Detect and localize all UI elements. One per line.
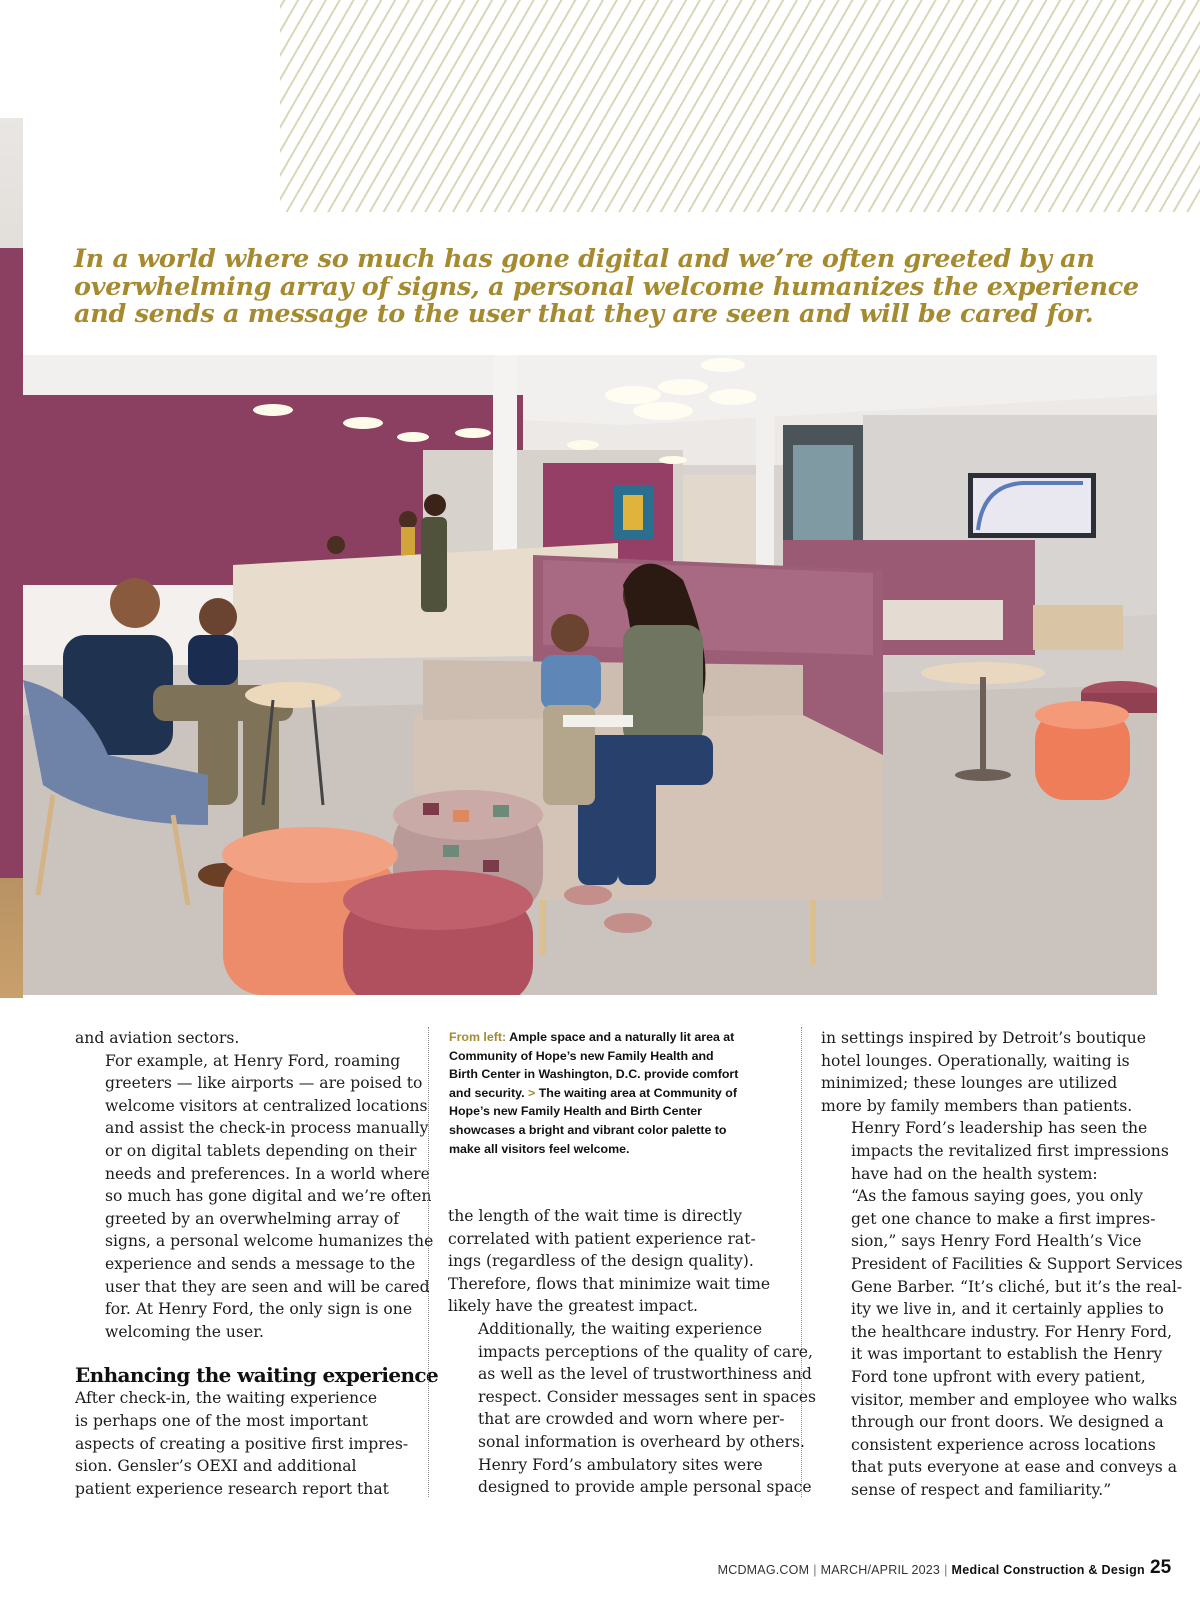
- text-line: greeters — like airports — are poised to: [105, 1074, 423, 1093]
- caption-text: The waiting area at Community of: [538, 1085, 737, 1100]
- text-line: in settings inspired by Detroit’s boutique: [821, 1029, 1147, 1047]
- text-line: Henry Ford’s leadership has seen the: [851, 1119, 1148, 1138]
- text-line: user that they are seen and will be cared: [105, 1277, 430, 1296]
- column-divider: [801, 1027, 802, 1497]
- pull-quote-line: In a world where so much has gone digital and we’re often greeted by an: [74, 244, 1095, 274]
- section-heading: Enhancing the waiting experience: [75, 1363, 439, 1388]
- text-line: likely have the greatest impact.: [448, 1297, 698, 1316]
- text-line: Henry Ford’s ambulatory sites were: [478, 1455, 763, 1474]
- column-divider: [428, 1027, 429, 1497]
- body-column-3: [821, 1027, 1183, 1501]
- text-line: ity we live in, and it certainly applies to: [851, 1300, 1164, 1319]
- caption-line: Community of Hope’s new Family Health and: [449, 1048, 714, 1063]
- text-line: For example, at Henry Ford, roaming: [105, 1051, 401, 1070]
- page-footer: [0, 1563, 1145, 1577]
- text-line: sion. Gensler’s OEXI and additional: [75, 1457, 357, 1476]
- footer-issue: MARCH/APRIL 2023: [820, 1563, 941, 1577]
- text-line: patient experience research report that: [75, 1479, 389, 1498]
- caption-text: and security.: [449, 1085, 525, 1100]
- paragraph: [448, 1318, 816, 1454]
- text-line: greeted by an overwhelming array of: [105, 1209, 400, 1228]
- text-line: for. At Henry Ford, the only sign is one: [105, 1300, 413, 1319]
- text-line: through our front doors. We designed a: [851, 1413, 1164, 1432]
- text-line: or on digital tablets depending on their: [105, 1141, 417, 1160]
- text-line: so much has gone digital and we’re often: [105, 1187, 432, 1206]
- pull-quote: [74, 246, 1154, 329]
- pull-quote-line: and sends a message to the user that they are seen and will be cared for.: [74, 299, 1094, 329]
- caption-lead: From left:: [449, 1030, 507, 1044]
- footer-publication: Medical Construction & Design: [951, 1563, 1145, 1577]
- body-column-1: [75, 1027, 439, 1500]
- text-line: Ford tone upfront with every patient,: [851, 1367, 1146, 1386]
- previous-photo-edge: [0, 118, 23, 998]
- caption-line: Hope’s new Family Health and Birth Center: [449, 1104, 702, 1119]
- text-line: needs and preferences. In a world where: [105, 1164, 430, 1183]
- text-line: correlated with patient experience rat-: [448, 1229, 756, 1248]
- text-line: consistent experience across locations: [851, 1435, 1156, 1454]
- text-line: the length of the wait time is directly: [448, 1207, 743, 1225]
- text-line: Therefore, flows that minimize wait time: [448, 1274, 771, 1293]
- caption-line: [449, 1084, 787, 1103]
- text-line: sion,” says Henry Ford Health’s Vice: [851, 1232, 1142, 1251]
- caption-line: Birth Center in Washington, D.C. provide comfort: [449, 1067, 739, 1082]
- text-line: Additionally, the waiting experience: [478, 1319, 763, 1338]
- body-column-2: [448, 1205, 816, 1499]
- caption-line: showcases a bright and vibrant color palette to: [449, 1122, 727, 1137]
- text-line: President of Facilities & Support Services: [851, 1254, 1183, 1273]
- text-line: signs, a personal welcome humanizes the: [105, 1232, 434, 1251]
- text-line: sonal information is overheard by others.: [478, 1432, 805, 1451]
- paragraph: [448, 1454, 812, 1499]
- paragraph: [821, 1185, 1183, 1501]
- caption-line: make all visitors feel welcome.: [449, 1141, 630, 1156]
- footer-separator: |: [813, 1563, 817, 1577]
- text-line: experience and sends a message to the: [105, 1254, 416, 1273]
- pull-quote-line: overwhelming array of signs, a personal welcome humanizes the experience: [74, 271, 1139, 302]
- text-line: and aviation sectors.: [75, 1029, 240, 1047]
- text-line: welcoming the user.: [105, 1322, 264, 1341]
- text-line: ings (regardless of the design quality).: [448, 1252, 754, 1271]
- caption-arrow: >: [527, 1085, 536, 1100]
- footer-site: MCDMAG.COM: [717, 1563, 810, 1577]
- paragraph: [821, 1027, 1161, 1117]
- paragraph: [75, 1027, 405, 1050]
- paragraph: [448, 1205, 788, 1318]
- text-line: designed to provide ample personal space: [478, 1478, 812, 1497]
- caption-line: [449, 1028, 787, 1047]
- text-line: impacts the revitalized first impressions: [851, 1141, 1169, 1160]
- text-line: sense of respect and familiarity.”: [851, 1480, 1112, 1499]
- text-line: have had on the health system:: [851, 1164, 1098, 1183]
- footer-separator: |: [944, 1563, 948, 1577]
- text-line: it was important to establish the Henry: [851, 1345, 1163, 1364]
- text-line: impacts perceptions of the quality of care,: [478, 1342, 813, 1361]
- text-line: more by family members than patients.: [821, 1096, 1133, 1115]
- text-line: and assist the check-in process manually: [105, 1119, 429, 1138]
- decorative-stripes: [280, 0, 1200, 212]
- page-number: 25: [1150, 1557, 1172, 1578]
- text-line: After check-in, the waiting experience: [75, 1389, 378, 1408]
- paragraph: [75, 1050, 434, 1344]
- text-line: get one chance to make a first impres-: [851, 1209, 1156, 1228]
- text-line: welcome visitors at centralized locations: [105, 1096, 428, 1115]
- caption-text: Ample space and a naturally lit area at: [509, 1030, 735, 1044]
- text-line: as well as the level of trustworthiness and: [478, 1365, 812, 1384]
- paragraph: [75, 1387, 409, 1500]
- text-line: that are crowded and worn where per-: [478, 1410, 785, 1429]
- text-line: hotel lounges. Operationally, waiting is: [821, 1051, 1130, 1070]
- text-line: “As the famous saying goes, you only: [851, 1187, 1143, 1206]
- text-line: respect. Consider messages sent in spaces: [478, 1387, 816, 1406]
- text-line: the healthcare industry. For Henry Ford,: [851, 1322, 1173, 1341]
- text-line: minimized; these lounges are utilized: [821, 1074, 1118, 1093]
- text-line: visitor, member and employee who walks: [851, 1390, 1178, 1409]
- photo-caption: [449, 1028, 787, 1158]
- text-line: aspects of creating a positive first impres-: [75, 1434, 409, 1453]
- text-line: that puts everyone at ease and conveys a: [851, 1458, 1178, 1477]
- paragraph: [821, 1117, 1169, 1185]
- text-line: Gene Barber. “It’s cliché, but it’s the real-: [851, 1277, 1183, 1296]
- text-line: is perhaps one of the most important: [75, 1411, 368, 1430]
- waiting-area-photo: [23, 355, 1157, 995]
